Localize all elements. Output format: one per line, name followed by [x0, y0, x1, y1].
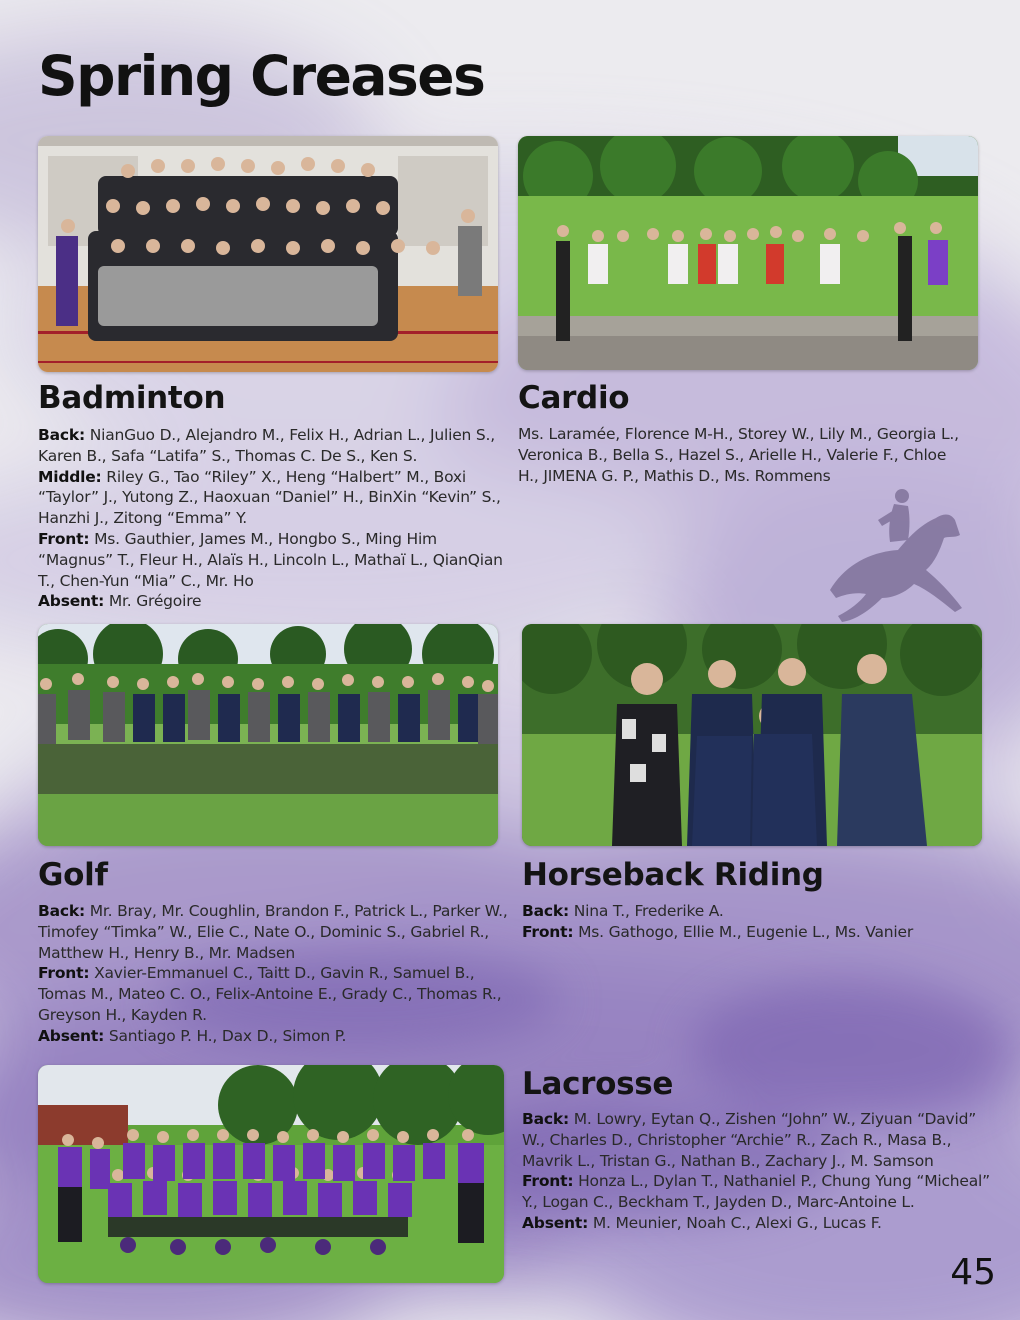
roster-names: Mr. Grégoire [108, 592, 202, 611]
horse-jumping-icon [790, 480, 970, 630]
page-title: Spring Creases [38, 44, 485, 108]
roster-label: Absent: [522, 1213, 589, 1232]
roster-line [38, 963, 508, 1025]
roster-label: Back: [522, 1110, 569, 1128]
roster-names: Ms. Gauthier, James M., Hongbo S., Ming Him “Magnus” T., Fleur H., Alaïs H., Lincoln L., Mathaï L., QianQian T., Chen-Yun “Mia” C., Mr. Ho [38, 529, 503, 590]
horseback-riding-team-photo [522, 624, 982, 846]
roster-names: NianGuo D., Alejandro M., Felix H., Adrian L., Julien S., Karen B., Safa “Latifa” S., Thomas C. De S., Ken S. [38, 426, 495, 465]
badminton-title: Badminton [38, 380, 226, 416]
roster-line [522, 901, 982, 922]
roster-line [38, 591, 508, 612]
page-number: 45 [950, 1252, 996, 1293]
roster-names: M. Lowry, Eytan Q., Zishen “John” W., Ziyuan “David” W., Charles D., Christopher “Archie” R., Zach R., Masa B., Mavrik L., Tristan G., Nathan B., Zachary J., M. Samson [522, 1110, 977, 1170]
lacrosse-title: Lacrosse [522, 1066, 674, 1102]
roster-names: Ms. Laramée, Florence M-H., Storey W., Lily M., Georgia L., Veronica B., Bella S., Hazel S., Arielle H., Valerie F., Chloe H., JIMENA G. P., Mathis D., Ms. Rommens [518, 425, 959, 485]
golf-title: Golf [38, 857, 108, 893]
roster-names: Nina T., Frederike A. [573, 902, 724, 920]
roster-label: Absent: [38, 1026, 105, 1045]
roster-label: Back: [38, 902, 85, 920]
roster-line [38, 529, 508, 591]
roster-names: Santiago P. H., Dax D., Simon P. [108, 1026, 347, 1045]
roster-names: M. Meunier, Noah C., Alexi G., Lucas F. [592, 1213, 882, 1232]
roster-line [522, 1171, 1000, 1213]
roster-line [522, 922, 982, 943]
cardio-team-photo [518, 136, 978, 370]
roster-names: Riley G., Tao “Riley” X., Heng “Halbert” M., Boxi “Taylor” J., Yutong Z., Haoxuan “Daniel” H., BinXin “Kevin” S., Hanzhi J., Zitong “Emma” Y. [38, 467, 501, 528]
roster-line [38, 901, 508, 963]
cardio-roster [518, 424, 968, 486]
roster-names: Mr. Bray, Mr. Coughlin, Brandon F., Patrick L., Parker W., Timofey “Timka” W., Elie C., Nate O., Dominic S., Gabriel R., Matthew H., Henry B., Mr. Madsen [38, 902, 508, 962]
roster-line [38, 1026, 508, 1047]
cardio-title: Cardio [518, 380, 630, 416]
roster-label: Front: [38, 964, 90, 983]
badminton-roster [38, 425, 508, 612]
roster-line [522, 1109, 1000, 1171]
roster-label: Middle: [38, 467, 102, 486]
roster-label: Absent: [38, 592, 105, 611]
golf-roster [38, 901, 508, 1047]
roster-line [38, 467, 508, 529]
horseback-riding-roster [522, 901, 982, 943]
golf-team-photo [38, 624, 498, 846]
lacrosse-roster [522, 1109, 1000, 1234]
roster-names: Ms. Gathogo, Ellie M., Eugenie L., Ms. Vanier [578, 922, 914, 941]
lacrosse-team-photo [38, 1065, 504, 1283]
roster-label: Front: [38, 529, 90, 548]
horseback-riding-title: Horseback Riding [522, 857, 824, 893]
roster-label: Front: [522, 1172, 574, 1191]
roster-line [518, 424, 968, 486]
roster-label: Back: [38, 426, 85, 444]
badminton-team-photo [38, 136, 498, 372]
roster-line [38, 425, 508, 467]
roster-label: Front: [522, 922, 574, 941]
roster-label: Back: [522, 902, 569, 920]
roster-line [522, 1213, 1000, 1234]
roster-names: Xavier-Emmanuel C., Taitt D., Gavin R., Samuel B., Tomas M., Mateo C. O., Felix-Antoine E., Grady C., Thomas R., Greyson H., Kayden R. [38, 964, 502, 1024]
roster-names: Honza L., Dylan T., Nathaniel P., Chung Yung “Micheal” Y., Logan C., Beckham T., Jayden D., Marc-Antoine L. [522, 1172, 990, 1212]
